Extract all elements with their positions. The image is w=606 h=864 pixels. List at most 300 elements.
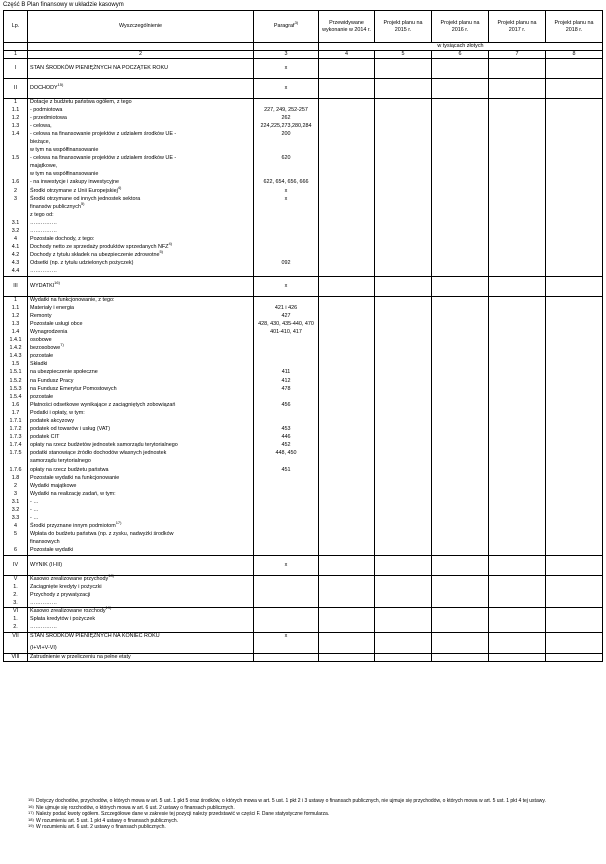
value-cell[interactable]	[489, 402, 546, 410]
value-cell[interactable]	[546, 277, 603, 297]
value-cell[interactable]	[375, 179, 432, 187]
value-cell[interactable]	[432, 386, 489, 394]
value-cell[interactable]	[546, 624, 603, 632]
value-cell[interactable]	[319, 212, 375, 220]
value-cell[interactable]	[546, 79, 603, 99]
value-cell[interactable]	[546, 163, 603, 171]
value-cell[interactable]	[375, 624, 432, 632]
value-cell[interactable]	[546, 475, 603, 483]
value-cell[interactable]	[546, 220, 603, 228]
value-cell[interactable]	[375, 268, 432, 276]
value-cell[interactable]	[489, 345, 546, 353]
value-cell[interactable]	[432, 163, 489, 171]
value-cell[interactable]	[375, 442, 432, 450]
value-cell[interactable]	[319, 107, 375, 115]
value-cell[interactable]	[319, 313, 375, 321]
value-cell[interactable]	[432, 305, 489, 313]
value-cell[interactable]	[375, 353, 432, 361]
value-cell[interactable]	[489, 576, 546, 584]
value-cell[interactable]	[319, 394, 375, 402]
value-cell[interactable]	[489, 475, 546, 483]
value-cell[interactable]	[375, 244, 432, 252]
value-cell[interactable]	[432, 59, 489, 79]
value-cell[interactable]	[319, 236, 375, 244]
value-cell[interactable]	[375, 204, 432, 212]
value-cell[interactable]	[489, 369, 546, 377]
value-cell[interactable]	[375, 79, 432, 99]
value-cell[interactable]	[432, 369, 489, 377]
value-cell[interactable]	[489, 547, 546, 555]
value-cell[interactable]	[546, 515, 603, 523]
value-cell[interactable]	[489, 99, 546, 107]
value-cell[interactable]	[546, 329, 603, 337]
value-cell[interactable]	[375, 99, 432, 107]
value-cell[interactable]	[489, 645, 546, 653]
value-cell[interactable]	[319, 515, 375, 523]
value-cell[interactable]	[489, 616, 546, 624]
value-cell[interactable]	[375, 483, 432, 491]
value-cell[interactable]	[546, 244, 603, 252]
value-cell[interactable]	[546, 600, 603, 608]
value-cell[interactable]	[319, 179, 375, 187]
value-cell[interactable]	[546, 402, 603, 410]
value-cell[interactable]	[432, 139, 489, 147]
value-cell[interactable]	[319, 450, 375, 458]
value-cell[interactable]	[432, 592, 489, 600]
value-cell[interactable]	[546, 305, 603, 313]
value-cell[interactable]	[432, 467, 489, 475]
value-cell[interactable]	[546, 556, 603, 576]
value-cell[interactable]	[319, 600, 375, 608]
value-cell[interactable]	[319, 297, 375, 305]
value-cell[interactable]	[375, 592, 432, 600]
value-cell[interactable]	[375, 434, 432, 442]
value-cell[interactable]	[489, 491, 546, 499]
value-cell[interactable]	[489, 268, 546, 276]
value-cell[interactable]	[432, 458, 489, 466]
value-cell[interactable]	[319, 499, 375, 507]
value-cell[interactable]	[489, 260, 546, 268]
value-cell[interactable]	[489, 592, 546, 600]
value-cell[interactable]	[432, 515, 489, 523]
value-cell[interactable]	[432, 244, 489, 252]
value-cell[interactable]	[489, 458, 546, 466]
value-cell[interactable]	[319, 244, 375, 252]
value-cell[interactable]	[319, 410, 375, 418]
value-cell[interactable]	[489, 608, 546, 616]
value-cell[interactable]	[319, 653, 375, 661]
value-cell[interactable]	[375, 337, 432, 345]
value-cell[interactable]	[489, 196, 546, 204]
value-cell[interactable]	[375, 260, 432, 268]
value-cell[interactable]	[319, 353, 375, 361]
value-cell[interactable]	[375, 107, 432, 115]
value-cell[interactable]	[432, 556, 489, 576]
value-cell[interactable]	[546, 418, 603, 426]
value-cell[interactable]	[546, 139, 603, 147]
value-cell[interactable]	[375, 410, 432, 418]
value-cell[interactable]	[546, 179, 603, 187]
value-cell[interactable]	[375, 394, 432, 402]
value-cell[interactable]	[489, 386, 546, 394]
value-cell[interactable]	[489, 204, 546, 212]
value-cell[interactable]	[375, 155, 432, 163]
value-cell[interactable]	[375, 576, 432, 584]
value-cell[interactable]	[432, 204, 489, 212]
value-cell[interactable]	[375, 458, 432, 466]
value-cell[interactable]	[432, 188, 489, 196]
value-cell[interactable]	[432, 337, 489, 345]
value-cell[interactable]	[319, 163, 375, 171]
value-cell[interactable]	[546, 547, 603, 555]
value-cell[interactable]	[375, 499, 432, 507]
value-cell[interactable]	[546, 467, 603, 475]
value-cell[interactable]	[319, 252, 375, 260]
value-cell[interactable]	[432, 624, 489, 632]
value-cell[interactable]	[375, 115, 432, 123]
value-cell[interactable]	[375, 616, 432, 624]
value-cell[interactable]	[375, 147, 432, 155]
value-cell[interactable]	[319, 483, 375, 491]
value-cell[interactable]	[432, 394, 489, 402]
value-cell[interactable]	[432, 220, 489, 228]
value-cell[interactable]	[432, 115, 489, 123]
value-cell[interactable]	[489, 632, 546, 645]
value-cell[interactable]	[375, 212, 432, 220]
value-cell[interactable]	[546, 337, 603, 345]
value-cell[interactable]	[432, 402, 489, 410]
value-cell[interactable]	[319, 531, 375, 539]
value-cell[interactable]	[319, 434, 375, 442]
value-cell[interactable]	[489, 515, 546, 523]
value-cell[interactable]	[375, 188, 432, 196]
value-cell[interactable]	[319, 115, 375, 123]
value-cell[interactable]	[375, 236, 432, 244]
value-cell[interactable]	[319, 329, 375, 337]
value-cell[interactable]	[319, 139, 375, 147]
value-cell[interactable]	[375, 171, 432, 179]
value-cell[interactable]	[546, 531, 603, 539]
value-cell[interactable]	[319, 556, 375, 576]
value-cell[interactable]	[432, 79, 489, 99]
value-cell[interactable]	[489, 624, 546, 632]
value-cell[interactable]	[546, 131, 603, 139]
value-cell[interactable]	[319, 584, 375, 592]
value-cell[interactable]	[319, 131, 375, 139]
value-cell[interactable]	[489, 418, 546, 426]
value-cell[interactable]	[319, 378, 375, 386]
value-cell[interactable]	[489, 434, 546, 442]
value-cell[interactable]	[319, 196, 375, 204]
value-cell[interactable]	[375, 163, 432, 171]
value-cell[interactable]	[546, 450, 603, 458]
value-cell[interactable]	[432, 131, 489, 139]
value-cell[interactable]	[546, 539, 603, 547]
value-cell[interactable]	[546, 410, 603, 418]
value-cell[interactable]	[319, 260, 375, 268]
value-cell[interactable]	[546, 204, 603, 212]
value-cell[interactable]	[432, 426, 489, 434]
value-cell[interactable]	[432, 321, 489, 329]
value-cell[interactable]	[546, 483, 603, 491]
value-cell[interactable]	[375, 329, 432, 337]
value-cell[interactable]	[432, 547, 489, 555]
value-cell[interactable]	[432, 147, 489, 155]
value-cell[interactable]	[489, 236, 546, 244]
value-cell[interactable]	[375, 632, 432, 645]
value-cell[interactable]	[489, 313, 546, 321]
value-cell[interactable]	[432, 378, 489, 386]
value-cell[interactable]	[489, 228, 546, 236]
value-cell[interactable]	[375, 386, 432, 394]
value-cell[interactable]	[489, 277, 546, 297]
value-cell[interactable]	[319, 624, 375, 632]
value-cell[interactable]	[489, 179, 546, 187]
value-cell[interactable]	[375, 321, 432, 329]
value-cell[interactable]	[432, 616, 489, 624]
value-cell[interactable]	[546, 632, 603, 645]
value-cell[interactable]	[319, 475, 375, 483]
value-cell[interactable]	[546, 426, 603, 434]
value-cell[interactable]	[375, 523, 432, 531]
value-cell[interactable]	[432, 107, 489, 115]
value-cell[interactable]	[319, 632, 375, 645]
value-cell[interactable]	[546, 458, 603, 466]
value-cell[interactable]	[319, 321, 375, 329]
value-cell[interactable]	[546, 616, 603, 624]
value-cell[interactable]	[375, 515, 432, 523]
value-cell[interactable]	[319, 523, 375, 531]
value-cell[interactable]	[489, 337, 546, 345]
value-cell[interactable]	[432, 418, 489, 426]
value-cell[interactable]	[375, 584, 432, 592]
value-cell[interactable]	[489, 131, 546, 139]
value-cell[interactable]	[375, 402, 432, 410]
value-cell[interactable]	[489, 252, 546, 260]
value-cell[interactable]	[546, 196, 603, 204]
value-cell[interactable]	[546, 297, 603, 305]
value-cell[interactable]	[319, 539, 375, 547]
value-cell[interactable]	[489, 79, 546, 99]
value-cell[interactable]	[375, 539, 432, 547]
value-cell[interactable]	[489, 531, 546, 539]
value-cell[interactable]	[432, 123, 489, 131]
value-cell[interactable]	[319, 426, 375, 434]
value-cell[interactable]	[319, 147, 375, 155]
value-cell[interactable]	[319, 402, 375, 410]
value-cell[interactable]	[319, 59, 375, 79]
value-cell[interactable]	[546, 584, 603, 592]
value-cell[interactable]	[432, 600, 489, 608]
value-cell[interactable]	[489, 115, 546, 123]
value-cell[interactable]	[375, 252, 432, 260]
value-cell[interactable]	[489, 426, 546, 434]
value-cell[interactable]	[489, 163, 546, 171]
value-cell[interactable]	[546, 99, 603, 107]
value-cell[interactable]	[546, 369, 603, 377]
value-cell[interactable]	[546, 212, 603, 220]
value-cell[interactable]	[489, 171, 546, 179]
value-cell[interactable]	[375, 59, 432, 79]
value-cell[interactable]	[432, 196, 489, 204]
value-cell[interactable]	[489, 123, 546, 131]
value-cell[interactable]	[489, 523, 546, 531]
value-cell[interactable]	[432, 483, 489, 491]
value-cell[interactable]	[375, 361, 432, 369]
value-cell[interactable]	[319, 576, 375, 584]
value-cell[interactable]	[432, 268, 489, 276]
value-cell[interactable]	[489, 321, 546, 329]
value-cell[interactable]	[432, 507, 489, 515]
value-cell[interactable]	[432, 228, 489, 236]
value-cell[interactable]	[546, 499, 603, 507]
value-cell[interactable]	[432, 450, 489, 458]
value-cell[interactable]	[489, 220, 546, 228]
value-cell[interactable]	[375, 313, 432, 321]
value-cell[interactable]	[432, 434, 489, 442]
value-cell[interactable]	[546, 107, 603, 115]
value-cell[interactable]	[432, 212, 489, 220]
value-cell[interactable]	[489, 467, 546, 475]
value-cell[interactable]	[319, 188, 375, 196]
value-cell[interactable]	[319, 361, 375, 369]
value-cell[interactable]	[432, 236, 489, 244]
value-cell[interactable]	[319, 220, 375, 228]
value-cell[interactable]	[489, 450, 546, 458]
value-cell[interactable]	[432, 155, 489, 163]
value-cell[interactable]	[319, 467, 375, 475]
value-cell[interactable]	[319, 592, 375, 600]
value-cell[interactable]	[489, 410, 546, 418]
value-cell[interactable]	[432, 260, 489, 268]
value-cell[interactable]	[546, 434, 603, 442]
value-cell[interactable]	[319, 386, 375, 394]
value-cell[interactable]	[489, 556, 546, 576]
value-cell[interactable]	[375, 378, 432, 386]
value-cell[interactable]	[319, 491, 375, 499]
value-cell[interactable]	[489, 361, 546, 369]
value-cell[interactable]	[489, 329, 546, 337]
value-cell[interactable]	[319, 507, 375, 515]
value-cell[interactable]	[546, 313, 603, 321]
value-cell[interactable]	[432, 313, 489, 321]
value-cell[interactable]	[432, 179, 489, 187]
value-cell[interactable]	[432, 608, 489, 616]
value-cell[interactable]	[432, 297, 489, 305]
value-cell[interactable]	[432, 523, 489, 531]
value-cell[interactable]	[432, 252, 489, 260]
value-cell[interactable]	[319, 547, 375, 555]
value-cell[interactable]	[319, 345, 375, 353]
value-cell[interactable]	[432, 539, 489, 547]
value-cell[interactable]	[375, 228, 432, 236]
value-cell[interactable]	[546, 608, 603, 616]
value-cell[interactable]	[432, 353, 489, 361]
value-cell[interactable]	[432, 632, 489, 645]
value-cell[interactable]	[546, 394, 603, 402]
value-cell[interactable]	[432, 576, 489, 584]
value-cell[interactable]	[319, 616, 375, 624]
value-cell[interactable]	[319, 418, 375, 426]
value-cell[interactable]	[432, 475, 489, 483]
value-cell[interactable]	[546, 236, 603, 244]
value-cell[interactable]	[546, 228, 603, 236]
value-cell[interactable]	[319, 171, 375, 179]
value-cell[interactable]	[319, 99, 375, 107]
value-cell[interactable]	[546, 188, 603, 196]
value-cell[interactable]	[432, 531, 489, 539]
value-cell[interactable]	[489, 499, 546, 507]
value-cell[interactable]	[319, 228, 375, 236]
value-cell[interactable]	[546, 115, 603, 123]
value-cell[interactable]	[375, 475, 432, 483]
value-cell[interactable]	[375, 547, 432, 555]
value-cell[interactable]	[319, 268, 375, 276]
value-cell[interactable]	[375, 608, 432, 616]
value-cell[interactable]	[546, 155, 603, 163]
value-cell[interactable]	[546, 171, 603, 179]
value-cell[interactable]	[432, 277, 489, 297]
value-cell[interactable]	[319, 204, 375, 212]
value-cell[interactable]	[375, 467, 432, 475]
value-cell[interactable]	[546, 491, 603, 499]
value-cell[interactable]	[375, 600, 432, 608]
value-cell[interactable]	[319, 608, 375, 616]
value-cell[interactable]	[489, 539, 546, 547]
value-cell[interactable]	[375, 131, 432, 139]
value-cell[interactable]	[489, 653, 546, 661]
value-cell[interactable]	[319, 458, 375, 466]
value-cell[interactable]	[546, 592, 603, 600]
value-cell[interactable]	[319, 337, 375, 345]
value-cell[interactable]	[489, 442, 546, 450]
value-cell[interactable]	[489, 107, 546, 115]
value-cell[interactable]	[319, 277, 375, 297]
value-cell[interactable]	[489, 297, 546, 305]
value-cell[interactable]	[375, 645, 432, 653]
value-cell[interactable]	[375, 556, 432, 576]
value-cell[interactable]	[375, 653, 432, 661]
value-cell[interactable]	[489, 188, 546, 196]
value-cell[interactable]	[546, 59, 603, 79]
value-cell[interactable]	[546, 653, 603, 661]
value-cell[interactable]	[489, 353, 546, 361]
value-cell[interactable]	[432, 410, 489, 418]
value-cell[interactable]	[546, 147, 603, 155]
value-cell[interactable]	[319, 645, 375, 653]
value-cell[interactable]	[489, 378, 546, 386]
value-cell[interactable]	[546, 260, 603, 268]
value-cell[interactable]	[489, 139, 546, 147]
value-cell[interactable]	[489, 600, 546, 608]
value-cell[interactable]	[489, 483, 546, 491]
value-cell[interactable]	[432, 653, 489, 661]
value-cell[interactable]	[489, 305, 546, 313]
value-cell[interactable]	[546, 123, 603, 131]
value-cell[interactable]	[546, 321, 603, 329]
value-cell[interactable]	[375, 297, 432, 305]
value-cell[interactable]	[375, 418, 432, 426]
value-cell[interactable]	[546, 645, 603, 653]
value-cell[interactable]	[546, 442, 603, 450]
value-cell[interactable]	[319, 369, 375, 377]
value-cell[interactable]	[546, 268, 603, 276]
value-cell[interactable]	[546, 378, 603, 386]
value-cell[interactable]	[432, 345, 489, 353]
value-cell[interactable]	[375, 450, 432, 458]
value-cell[interactable]	[546, 523, 603, 531]
value-cell[interactable]	[375, 426, 432, 434]
